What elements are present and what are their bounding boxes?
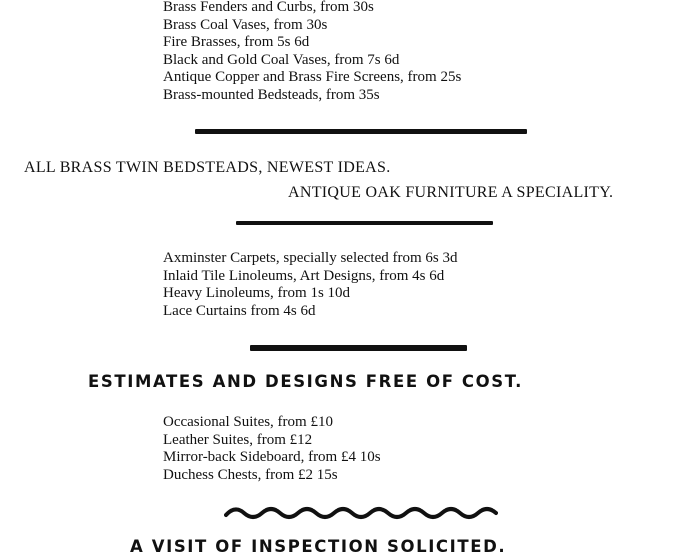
furniture-items-list — [163, 414, 381, 484]
oak-furniture-notice: ANTIQUE OAK FURNITURE A SPECIALITY. — [288, 184, 614, 201]
list-item: Antique Copper and Brass Fire Screens, from 25s — [163, 69, 462, 86]
list-item: Fire Brasses, from 5s 6d — [163, 34, 310, 51]
list-item: Axminster Carpets, specially selected from 6s 3d — [163, 250, 458, 266]
list-item: Lace Curtains from 4s 6d — [163, 302, 316, 319]
list-item: Black and Gold Coal Vases, from 7s 6d — [163, 51, 400, 68]
list-item: Brass Coal Vases, from 30s — [163, 16, 328, 33]
divider-rule — [236, 221, 493, 225]
estimates-heading: ESTIMATES AND DESIGNS FREE OF COST. — [88, 372, 523, 391]
divider-rule — [195, 129, 527, 134]
list-item: Brass-mounted Bedsteads, from 35s — [163, 86, 380, 103]
list-item: Leather Suites, from £12 — [163, 431, 313, 448]
list-item: Duchess Chests, from £2 15s — [163, 466, 338, 483]
closing-heading: A VISIT OF INSPECTION SOLICITED. — [130, 537, 507, 556]
brass-items-list — [163, 0, 461, 105]
list-item: Mirror-back Sideboard, from £4 10s — [163, 449, 381, 466]
list-item: Brass Fenders and Curbs, from 30s — [163, 0, 374, 15]
wavy-divider — [224, 504, 498, 520]
list-item: Heavy Linoleums, from 1s 10d — [163, 285, 351, 302]
divider-rule — [250, 345, 467, 351]
list-item: Inlaid Tile Linoleums, Art Designs, from 4s 6d — [163, 267, 445, 284]
list-item: Occasional Suites, from £10 — [163, 414, 333, 430]
floor-items-list — [163, 250, 458, 320]
twin-bedsteads-notice: ALL BRASS TWIN BEDSTEADS, NEWEST IDEAS. — [24, 159, 391, 176]
